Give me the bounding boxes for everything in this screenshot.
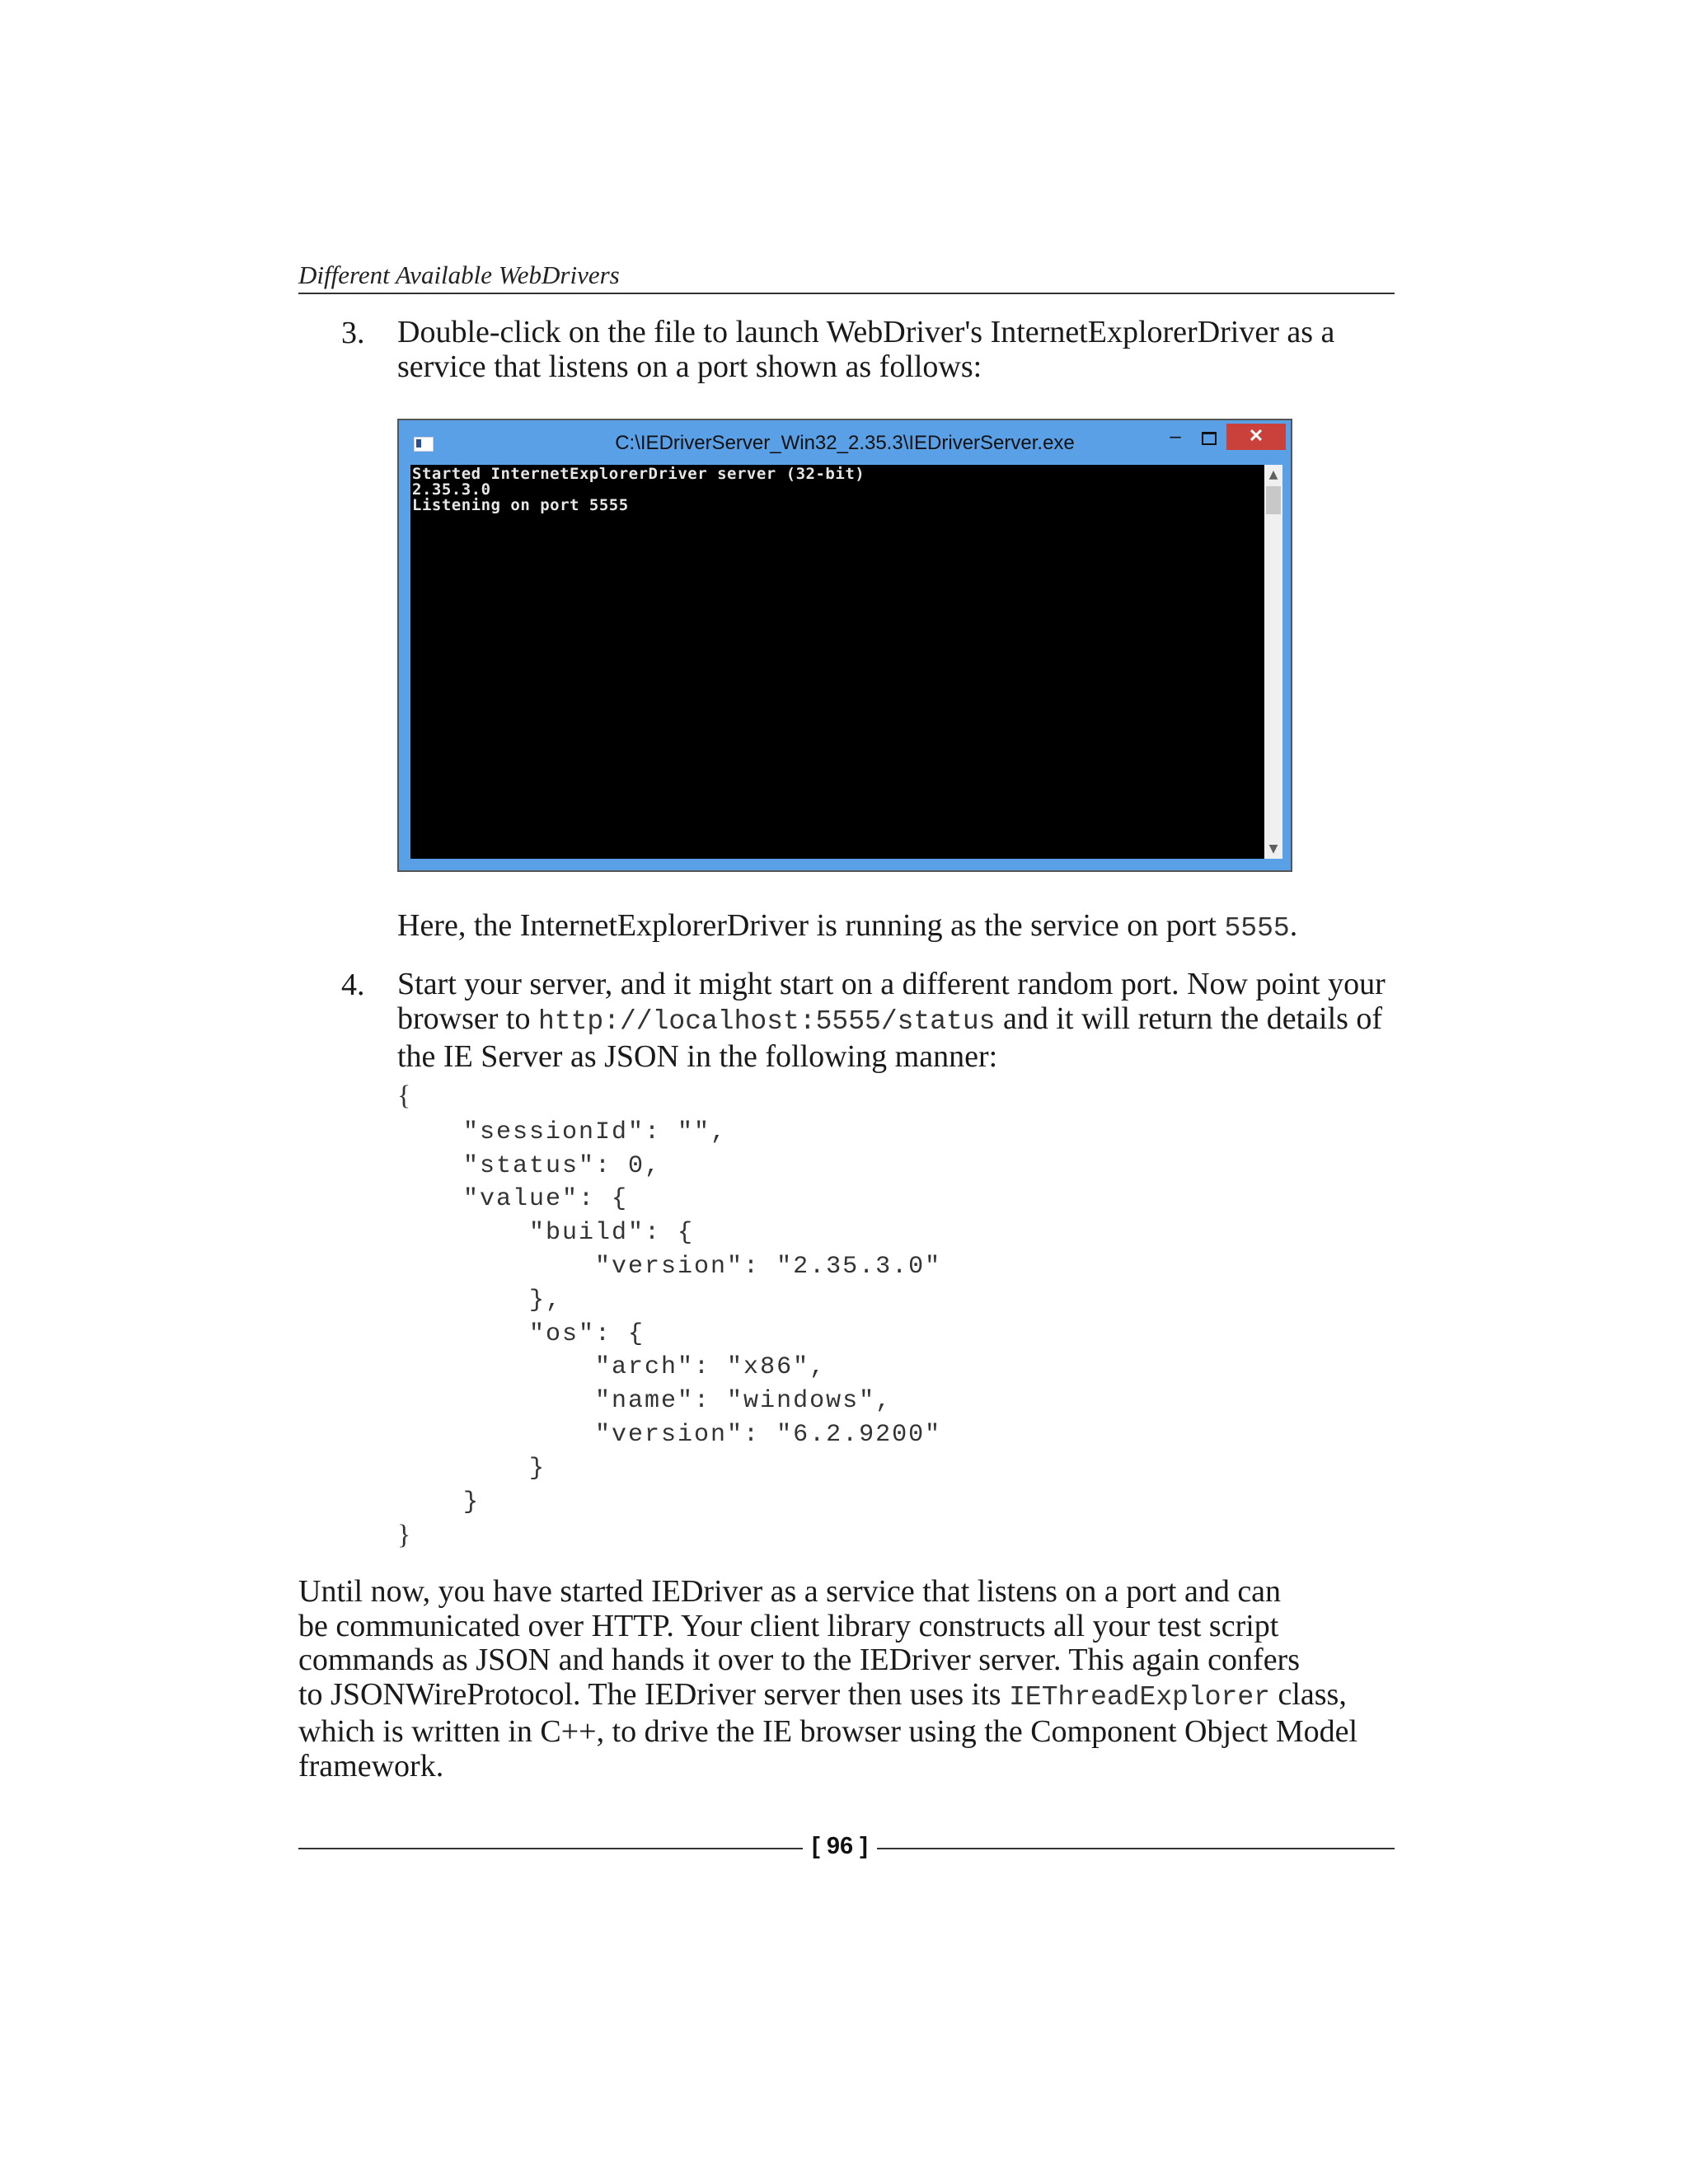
paragraph-line [298,1678,1403,1715]
body-paragraph [298,1575,1403,1783]
console-scrollbar[interactable] [1264,465,1282,859]
status-url-code: http://localhost:5555/status [537,1006,996,1037]
window-titlebar [399,420,1291,465]
scroll-up-icon[interactable]: ▲ [1268,468,1278,481]
class-name-code: IEThreadExplorer [1009,1682,1270,1713]
json-close-brace: } [397,1520,411,1551]
console-caption [397,908,1403,946]
json-open-brace: { [397,1080,411,1111]
console-output [410,465,1278,859]
console-line: 2.35.3.0 [412,480,491,499]
page-number: [ 96 ] [812,1833,868,1859]
console-window [397,419,1292,872]
caption-period: . [1289,908,1298,943]
scrollbar-thumb[interactable] [1266,486,1281,514]
window-title: C:\IEDriverServer_Win32_2.35.3\IEDriverServer.exe [615,432,1075,454]
footer-rule-right [877,1848,1395,1849]
paragraph-line: Until now, you have started IEDriver as a service that listens on a port and can [298,1574,1282,1609]
scroll-down-icon[interactable]: ▼ [1268,842,1278,855]
json-body: "sessionId": "", "status": 0, "value": { "build": { "version": "2.35.3.0" }, "os": { "arch": "x86", "name": "windows", "version": "6.2.9200" } } [463,1118,942,1516]
minimize-icon[interactable]: – [1170,425,1181,448]
paragraph-line: framework. [298,1748,444,1783]
paragraph-text: to JSONWireProtocol. The IEDriver server then uses its [298,1677,1010,1713]
paragraph-line: commands as JSON and hands it over to the IEDriver server. This again confers [298,1643,1300,1678]
maximize-icon[interactable] [1193,427,1223,450]
caption-text: Here, the InternetExplorerDriver is running as the service on port [397,908,1225,943]
step-number-3: 3. [341,316,365,350]
running-header: Different Available WebDrivers [298,260,620,289]
step-4-text [397,967,1403,1074]
step-4-text-after: and it will return the details of the IE Server as JSON in the following manner: [397,1001,1383,1074]
footer-rule-left [298,1848,803,1849]
step-3-text: Double-click on the file to launch WebDriver's InternetExplorerDriver as a service that listens on a port shown as follows: [397,315,1335,384]
console-line: Listening on port 5555 [412,496,629,514]
paragraph-line: be communicated over HTTP. Your client library constructs all your test script [298,1608,1279,1643]
caption-port-code: 5555 [1224,913,1290,944]
paragraph-line: which is written in C++, to drive the IE browser using the Component Object Model [298,1713,1358,1749]
paragraph-text: class, [1269,1677,1347,1713]
step-4-text-before: Start your server, and it might start on a different random port. Now point your browser to [397,967,1386,1036]
json-code-block [397,1080,941,1555]
close-icon[interactable]: ✕ [1226,424,1286,450]
console-line: Started InternetExplorerDriver server (32-bit) [412,465,865,483]
header-rule [298,293,1395,294]
step-number-4: 4. [341,968,365,1002]
